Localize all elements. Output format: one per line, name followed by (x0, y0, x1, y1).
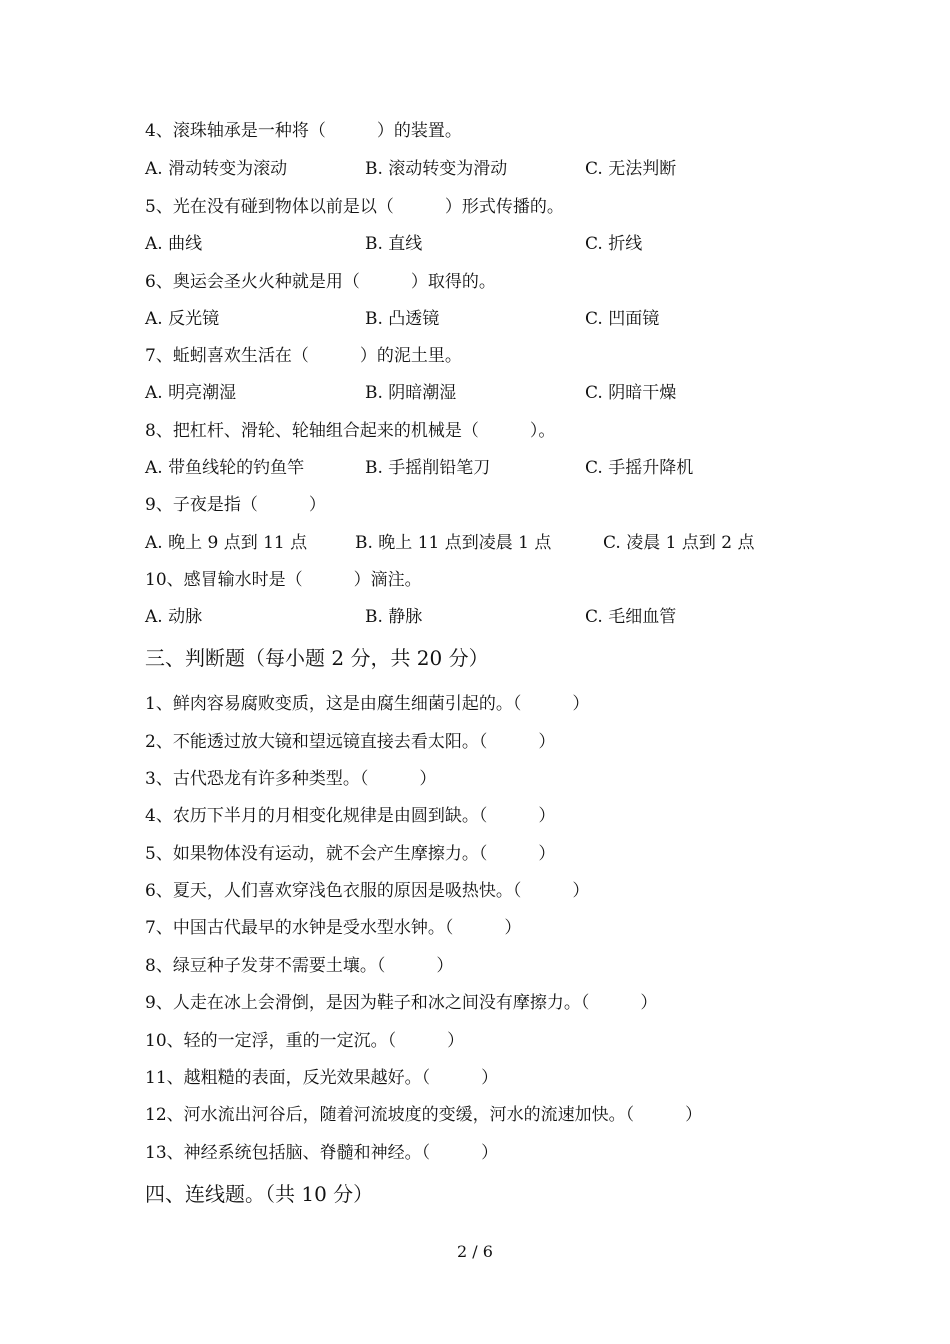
option-b: B. 直线 (365, 234, 423, 254)
judgment-item: 2、不能透过放大镜和望远镜直接去看太阳。（ ） (145, 732, 556, 752)
question-stem: 5、光在没有碰到物体以前是以（ ）形式传播的。 (145, 197, 564, 217)
option-c: C. 手摇升降机 (585, 458, 694, 478)
section-heading-judgment: 三、判断题（每小题 2 分，共 20 分） (145, 646, 489, 670)
option-c: C. 折线 (585, 234, 643, 254)
judgment-item: 4、农历下半月的月相变化规律是由圆到缺。（ ） (145, 806, 556, 826)
option-b: B. 手摇削铅笔刀 (365, 458, 491, 478)
option-a: A. 动脉 (145, 607, 203, 627)
judgment-item: 8、绿豆种子发芽不需要土壤。（ ） (145, 956, 454, 976)
section-heading-matching: 四、连线题。（共 10 分） (145, 1182, 374, 1206)
question-stem: 9、子夜是指（ ） (145, 495, 326, 515)
judgment-item: 1、鲜肉容易腐败变质，这是由腐生细菌引起的。（ ） (145, 694, 590, 714)
option-a: A. 曲线 (145, 234, 203, 254)
option-b: B. 晚上 11 点到凌晨 1 点 (355, 533, 552, 553)
option-row (145, 382, 845, 404)
option-c: C. 凌晨 1 点到 2 点 (603, 533, 755, 553)
judgment-item: 7、中国古代最早的水钟是受水型水钟。（ ） (145, 918, 522, 938)
option-b: B. 静脉 (365, 607, 423, 627)
option-row (145, 606, 845, 628)
judgment-item: 6、夏天，人们喜欢穿浅色衣服的原因是吸热快。（ ） (145, 881, 590, 901)
question-stem: 8、把杠杆、滑轮、轮轴组合起来的机械是（ ）。 (145, 421, 556, 441)
option-b: B. 阴暗潮湿 (365, 383, 457, 403)
question-stem: 10、感冒输水时是（ ）滴注。 (145, 570, 422, 590)
option-b: B. 滚动转变为滑动 (365, 159, 508, 179)
judgment-item: 11、越粗糙的表面，反光效果越好。（ ） (145, 1068, 499, 1088)
option-a: A. 滑动转变为滚动 (145, 159, 288, 179)
question-stem: 6、奥运会圣火火种就是用（ ）取得的。 (145, 272, 496, 292)
question-stem: 4、滚珠轴承是一种将（ ）的装置。 (145, 121, 462, 141)
judgment-item: 12、河水流出河谷后，随着河流坡度的变缓，河水的流速加快。（ ） (145, 1105, 703, 1125)
option-row (145, 457, 845, 479)
question-stem: 7、蚯蚓喜欢生活在（ ）的泥土里。 (145, 346, 462, 366)
judgment-item: 3、古代恐龙有许多种类型。（ ） (145, 769, 437, 789)
judgment-item: 10、轻的一定浮，重的一定沉。（ ） (145, 1031, 465, 1051)
option-row (145, 532, 845, 554)
option-c: C. 无法判断 (585, 159, 677, 179)
judgment-item: 9、人走在冰上会滑倒，是因为鞋子和冰之间没有摩擦力。（ ） (145, 993, 658, 1013)
option-a: A. 明亮潮湿 (145, 383, 237, 403)
option-row (145, 158, 845, 180)
option-a: A. 晚上 9 点到 11 点 (145, 533, 308, 553)
option-c: C. 凹面镜 (585, 309, 660, 329)
option-b: B. 凸透镜 (365, 309, 440, 329)
option-row (145, 233, 845, 255)
page-number: 2 / 6 (457, 1242, 493, 1261)
judgment-item: 13、神经系统包括脑、脊髓和神经。（ ） (145, 1143, 499, 1163)
judgment-item: 5、如果物体没有运动，就不会产生摩擦力。（ ） (145, 844, 556, 864)
option-c: C. 毛细血管 (585, 607, 677, 627)
option-a: A. 带鱼线轮的钓鱼竿 (145, 458, 305, 478)
option-row (145, 308, 845, 330)
option-a: A. 反光镜 (145, 309, 220, 329)
option-c: C. 阴暗干燥 (585, 383, 677, 403)
